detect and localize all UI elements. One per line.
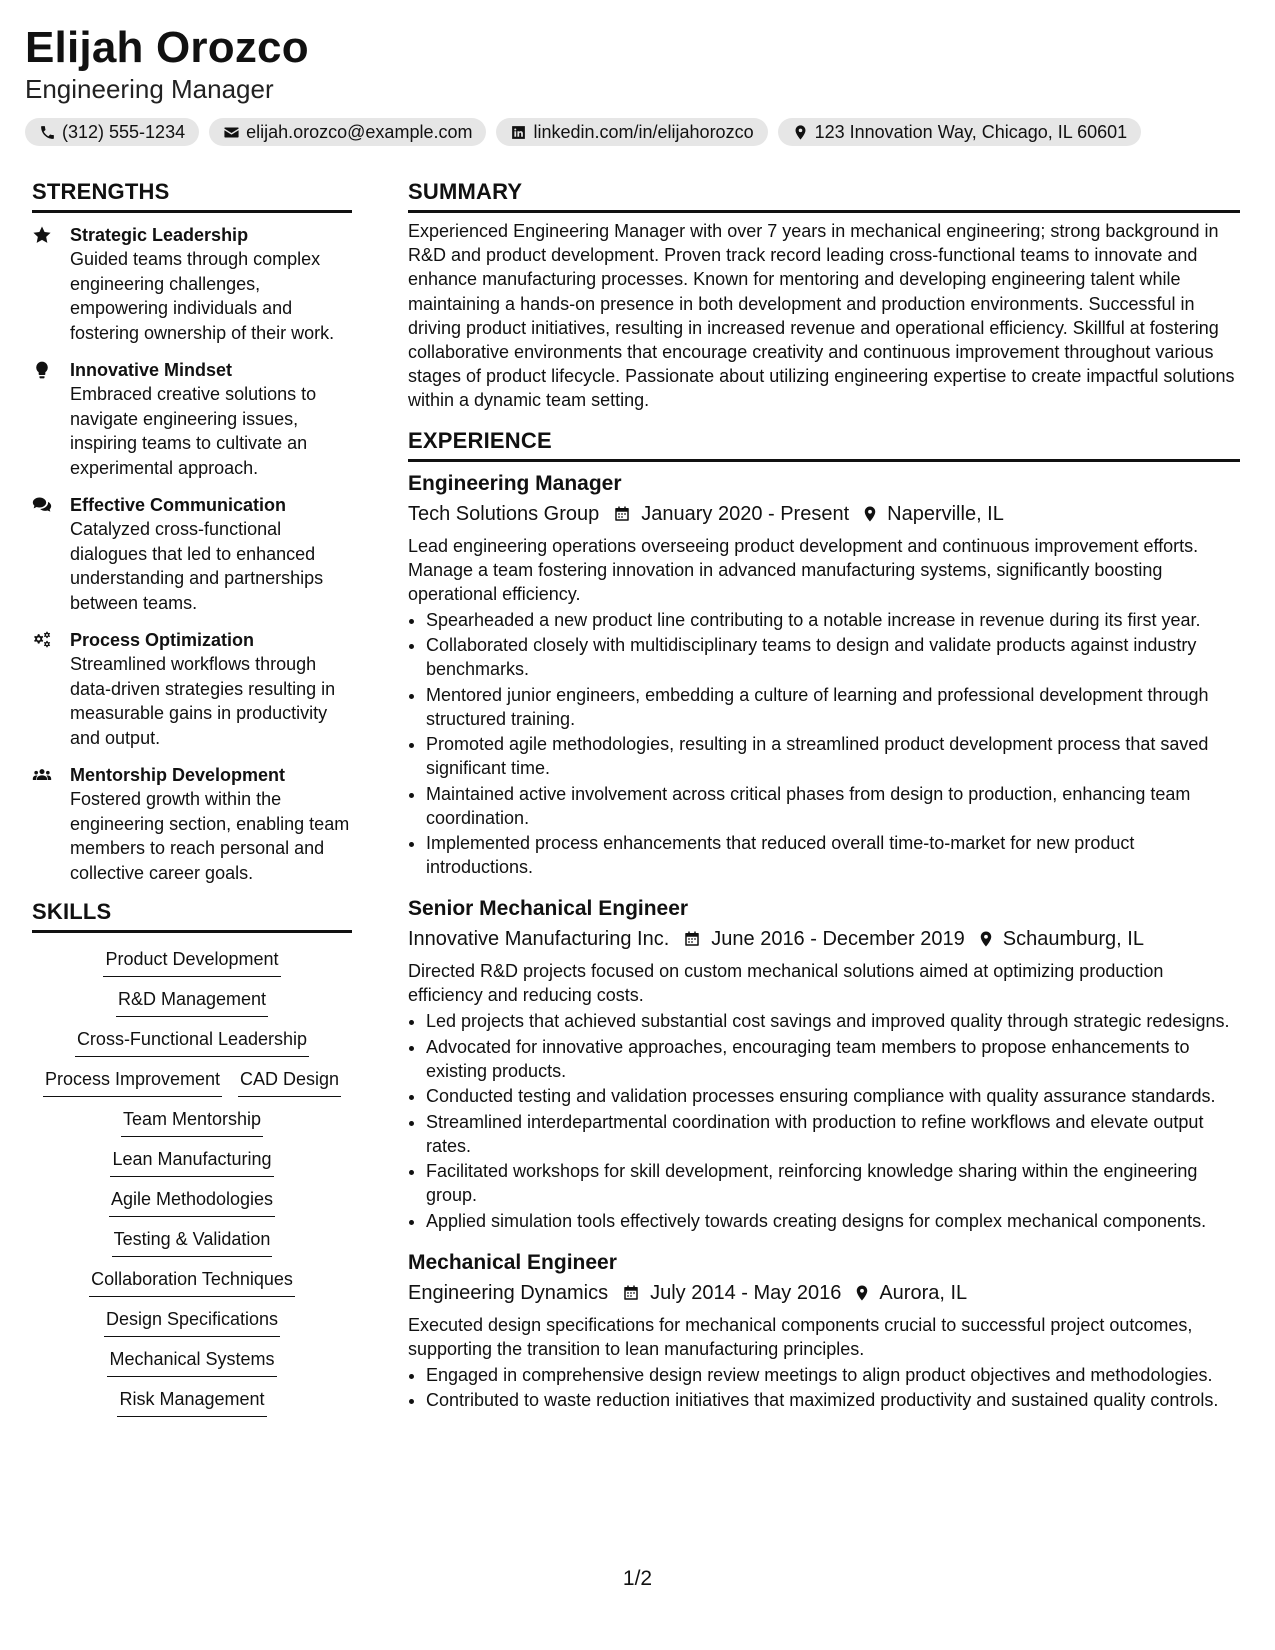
job-entry [408,470,1240,880]
right-column [408,178,1240,1414]
contact-address-text: 123 Innovation Way, Chicago, IL 60601 [814,121,1128,142]
linkedin-icon [510,124,527,141]
strength-title: Mentorship Development [70,765,286,785]
skill-tag: Process Improvement [43,1067,222,1097]
skill-tag: CAD Design [238,1067,341,1097]
strengths-list [32,223,352,885]
calendar-icon [613,505,631,523]
strength-title: Effective Communication [70,495,287,515]
skill-tag: R&D Management [116,987,268,1017]
bullet-item: • Collaborated closely with multidisciplinary teams to design and validate products against industry benchmarks. [426,633,1240,681]
strength-description: Embraced creative solutions to navigate engineering issues, inspiring teams to cultivate an experimental approach. [70,384,317,478]
map-marker-icon [853,1284,871,1302]
bullet-item: • Applied simulation tools effectively towards creating designs for complex mechanical components. [426,1209,1240,1233]
skills-heading: SKILLS [32,898,352,933]
strength-item [32,763,352,885]
job-bullets [408,608,1240,880]
bullet-item: • Spearheaded a new product line contributing to a notable increase in revenue during its first year. [426,608,1240,632]
summary-heading: SUMMARY [408,178,1240,213]
strength-description: Catalyzed cross-functional dialogues that led to enhanced understanding and partnerships between teams. [70,519,324,613]
job-description: Lead engineering operations overseeing product development and continuous improvement efforts. Manage a team fostering innovation in advanced manufacturing systems, significantly boosting operational efficiency. [408,535,1199,604]
strength-item [32,358,352,480]
skill-tag: Team Mentorship [121,1107,263,1137]
bullet-item: • Facilitated workshops for skill development, reinforcing knowledge sharing within the engineering group. [426,1159,1240,1207]
page-number: 1/2 [622,1567,653,1590]
skill-tag: Risk Management [117,1387,266,1417]
bullet-item: • Led projects that achieved substantial cost savings and improved quality through strategic redesigns. [426,1009,1240,1033]
job-bullets [408,1363,1240,1413]
strength-item [32,628,352,750]
candidate-title: Engineering Manager [25,74,274,104]
bullet-item: • Mentored junior engineers, embedding a culture of learning and professional development through structured training. [426,683,1240,731]
bullet-item: • Engaged in comprehensive design review meetings to align product objectives and methodologies. [426,1363,1240,1387]
skill-tag: Lean Manufacturing [110,1147,273,1177]
skill-tag: Cross-Functional Leadership [75,1027,309,1057]
bullet-item: • Contributed to waste reduction initiatives that maximized productivity and sustained quality controls. [426,1388,1240,1412]
skill-tag: Design Specifications [104,1307,280,1337]
map-marker-icon [792,124,809,141]
experience-heading: EXPERIENCE [408,427,1240,462]
job-title: Senior Mechanical Engineer [408,897,689,921]
skill-tag: Mechanical Systems [107,1347,276,1377]
job-dates: June 2016 - December 2019 [711,928,965,951]
calendar-icon [683,930,701,948]
map-marker-icon [977,930,995,948]
contact-linkedin-text: linkedin.com/in/elijahorozco [533,121,754,142]
star-icon [32,225,52,245]
bullet-item: • Conducted testing and validation processes ensuring compliance with quality assurance standards. [426,1084,1240,1108]
strength-description: Guided teams through complex engineering challenges, empowering individuals and fostering ownership of their work. [70,249,335,343]
strength-description: Fostered growth within the engineering section, enabling team members to reach personal and collective career goals. [70,789,350,883]
comments-icon [32,495,52,515]
strength-title: Process Optimization [70,630,255,650]
left-column [32,178,352,1417]
job-company: Innovative Manufacturing Inc. [408,928,670,951]
job-company: Engineering Dynamics [408,1281,609,1304]
job-location: Aurora, IL [879,1281,968,1304]
job-location: Schaumburg, IL [1002,928,1144,951]
summary-text: Experienced Engineering Manager with over 7 years in mechanical engineering; strong background in R&D and product development. Proven track record leading cross-functional teams to innovate and enhance manufacturing processes. Known for mentoring and developing engineering talent while maintaining a hands-on presence in both development and production environments. Successful in driving product initiatives, resulting in increased revenue and operational efficiency. Skillful at fostering collaborative environments that encourage creativity and continuous improvement throughout various stages of product lifecycle. Passionate about utilizing engineering expertise to create impactful solutions within a dynamic team setting. [408,221,1235,411]
strength-item [32,493,352,615]
phone-icon [39,124,56,141]
bullet-item: • Streamlined interdepartmental coordination with production to refine workflows and elevate output rates. [426,1110,1240,1158]
job-title: Engineering Manager [408,471,622,495]
job-dates: January 2020 - Present [641,502,850,525]
bullet-item: • Implemented process enhancements that reduced overall time-to-market for new product introductions. [426,831,1240,879]
skills-list [32,947,352,1417]
contact-bar [25,118,1250,146]
bullet-item: • Promoted agile methodologies, resulting in a streamlined product development process that saved significant time. [426,732,1240,780]
skill-tag: Agile Methodologies [109,1187,275,1217]
bullet-item: • Advocated for innovative approaches, encouraging team members to propose enhancements to existing products. [426,1035,1240,1083]
job-meta [408,925,1240,953]
contact-phone-text: (312) 555-1234 [62,121,186,142]
job-location: Naperville, IL [887,502,1004,525]
contact-address [778,118,1142,146]
calendar-icon [622,1284,640,1302]
job-description: Executed design specifications for mechanical components crucial to successful project outcomes, supporting the transition to lean manufacturing principles. [408,1314,1193,1359]
contact-phone[interactable] [25,118,199,146]
job-title: Mechanical Engineer [408,1250,617,1274]
skill-tag: Testing & Validation [112,1227,273,1257]
job-meta [408,1279,1240,1307]
envelope-icon [223,124,240,141]
job-entry [408,895,1240,1233]
users-icon [32,765,52,785]
job-entry [408,1249,1240,1413]
map-marker-icon [861,505,879,523]
lightbulb-icon [32,360,52,380]
strength-title: Strategic Leadership [70,225,249,245]
bullet-item: • Maintained active involvement across critical phases from design to production, enhancing team coordination. [426,782,1240,830]
cogs-icon [32,630,52,650]
skill-tag: Product Development [103,947,280,977]
strengths-heading: STRENGTHS [32,178,352,213]
job-description: Directed R&D projects focused on custom mechanical solutions aimed at optimizing production efficiency and reducing costs. [408,961,1164,1006]
contact-email-text: elijah.orozco@example.com [246,121,473,142]
strength-title: Innovative Mindset [70,360,233,380]
skill-tag: Collaboration Techniques [89,1267,295,1297]
contact-email[interactable] [209,118,486,146]
job-bullets [408,1009,1240,1233]
strength-item [32,223,352,345]
job-company: Tech Solutions Group [408,502,600,525]
contact-linkedin[interactable] [496,118,767,146]
strength-description: Streamlined workflows through data-driven strategies resulting in measurable gains in productivity and output. [70,654,336,748]
resume-header [25,22,1250,146]
job-dates: July 2014 - May 2016 [650,1281,842,1304]
candidate-name: Elijah Orozco [25,23,309,72]
job-meta [408,500,1240,528]
